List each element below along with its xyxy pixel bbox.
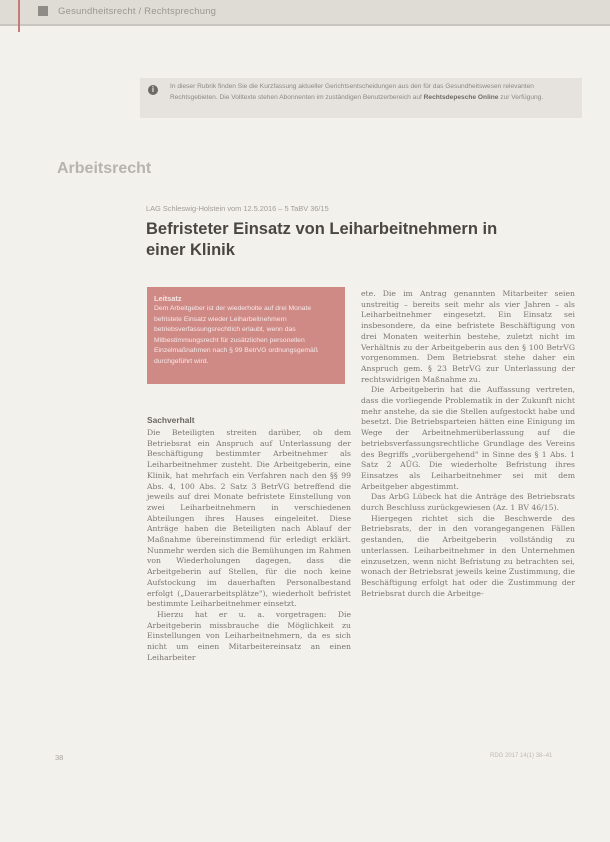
paragraph: ete. Die im Antrag genannten Mitarbeiter seien unstreitig – bereits seit mehr als vier Jahren – als Leiharbeitnehmer eingesetzt. Ein Einsatz sei insbesondere, da eine befristete Beschäftigung von drei Monaten weiterhin bestehe, zuletzt nicht im Verhältnis zu der Arbeitgeberin aus den § 100 BetrVG vorgenommen. Dem Betriebsrat stehe daher ein Anspruch gem. § 23 BetrVG zur Unterlassung der rechtswidrigen Maßnahme zu.	[361, 289, 575, 384]
page-number: 38	[55, 753, 64, 762]
info-text-end: zur Verfügung.	[498, 93, 544, 101]
paragraph: Hiergegen richtet sich die Beschwerde des Betriebsrats, der in den vorangegangenen Fällen gestanden, die Arbeitgeberin vollständig zu unterlassen. Leiharbeitnehmer in den Unternehmen einzusetzen, wenn nicht Befristung zu betrachten sei, wonach der Betriebsrat jeweils keine Zustimmung, die Beschäftigung erfolgt hat oder die Zustimmung der Betriebsrat durch die Arbeitge-	[361, 513, 575, 598]
article-meta: LAG Schleswig-Holstein vom 12.5.2016 – 5 TaBV 36/15	[146, 204, 329, 213]
header-divider	[0, 24, 610, 26]
info-icon: i	[148, 85, 158, 95]
info-text-link[interactable]: Rechtsdepesche Online	[423, 93, 499, 101]
info-box	[140, 78, 582, 118]
leitsatz-heading: Leitsatz	[154, 294, 182, 303]
margin-marker	[18, 0, 20, 32]
footer-citation: RDG 2017 14(1) 38–41	[490, 753, 553, 759]
paragraph: Die Arbeitgeberin hat die Auffassung vertreten, dass die vorliegende Problematik in der Zukunft nicht mehr anstehe, da sie die Stellen aufgestockt habe und besetzt. Die Betriebsparteien hätten eine Einigung im Wege der Arbeitnehmerüberlassung auf die betriebsverfassungsrechtliche Grundlage des Vereins des Begriffs „vorübergehend" in Sinne des § 1 Abs. 1 Satz 2 AÜG. Die wiederholte Befristung ihres Einsatzes als Leiharbeitnehmer sei mit dem Arbeitgeber abgestimmt.	[361, 385, 575, 491]
article-title: Befristeter Einsatz von Leiharbeitnehmern in einer Klinik	[146, 220, 498, 259]
paragraph: Die Beteiligten streiten darüber, ob dem Betriebsrat ein Anspruch auf Unterlassung der Beschäftigung bestimmter Arbeitnehmer als Leiharbeitnehmer zusteht. Die Arbeitgeberin, eine Klinik, hat mehrfach ein Verfahren nach den §§ 99 Abs. 4, 100 Abs. 2 Satz 3 BetrVG betreffend die jeweils auf drei Monate befristete Einstellung von zwei Leiharbeitnehmern in verschiedenen Abteilungen ihres Hauses eingeleitet. Diese Anträge haben die Beteiligten nach Ablauf der Maßnahme übereinstimmend für erledigt erklärt. Nunmehr werden sich die Bemühungen im Rahmen von Wiederholungen dagegen, dass die Arbeitgeberin auf Stellen, für die noch keine Aufstockung im dauerhaften Personalbestand erfolgt („Dauerarbeitsplätze"), wiederholt befristet bestimmte Leiharbeitnehmer einsetzt.	[147, 428, 351, 609]
paragraph: Das ArbG Lübeck hat die Anträge des Betriebsrats durch Beschluss zurückgewiesen (Az. 1 BV 46/15).	[361, 492, 575, 513]
sachverhalt-heading: Sachverhalt	[147, 415, 195, 425]
leitsatz-box	[147, 287, 345, 384]
header-category: Gesundheitsrecht / Rechtsprechung	[58, 6, 217, 17]
right-column	[361, 289, 575, 599]
section-title: Arbeitsrecht	[57, 160, 152, 177]
category-square-icon	[38, 6, 48, 16]
info-text	[170, 82, 570, 103]
leitsatz-text: Dem Arbeitgeber ist der wiederholte auf drei Monate befristete Einsatz wieder Leiharbeitnehmern betriebsverfassungsrechtlich erlaubt, wenn das Mitbestimmungsrecht für zusätzlichen personellen Einzelmaßnahmen nach § 99 BetrVG ordnungsgemäß durchgeführt wird.	[154, 305, 318, 365]
left-column	[147, 428, 351, 663]
paragraph: Hierzu hat er u. a. vorgetragen: Die Arbeitgeberin missbrauche die Möglichkeit zu Einstellungen von Leiharbeitnehmern, da es sich nicht um einen Mitarbeitereinsatz an einen Leiharbeiter	[147, 609, 351, 662]
info-text-main: In dieser Rubrik finden Sie die Kurzfassung aktueller Gerichtsentscheidungen aus den für das Gesundheitswesen relevanten Rechtsgebieten. Die Volltexte stehen Abonnenten im zuständigen Benutzerbereich auf	[170, 83, 534, 101]
